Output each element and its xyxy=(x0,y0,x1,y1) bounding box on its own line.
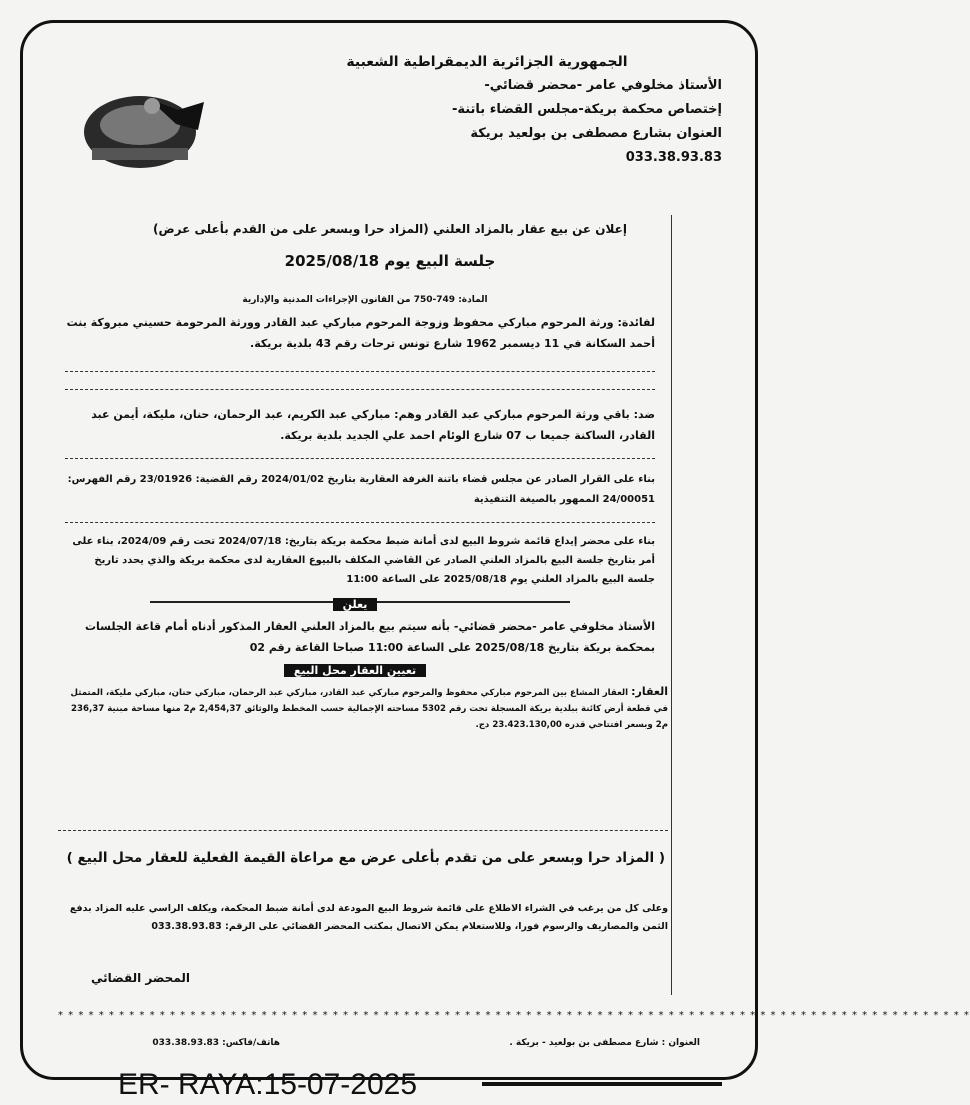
divider-1 xyxy=(65,371,655,372)
footer-address: العنوان : شارع مصطفى بن بولعيد - بريكة . xyxy=(509,1038,700,1048)
legal-articles: المادة: 749-750 من القانون الإجراءات المدنية والإدارية xyxy=(242,295,488,305)
property-lead: العقار: xyxy=(631,685,668,698)
divider-2 xyxy=(65,389,655,390)
star-border: * * * * * * * * * * * * * * * * * * * * * * * * * * * * * * * * * * * * * * * * * * * * * * * * * * * * * * * * * * * * * * * * * * * * * * * * * * * * * * * * * * * * * * * * * * xyxy=(58,1010,970,1021)
signature: المحضر القضائي xyxy=(90,971,190,985)
defendant-block: ضد: باقي ورثة المرحوم مباركي عبد القادر وهم: مباركي عبد الكريم، عبد الرحمان، حنان، مليكة، أيمن عبد القادر، الساكنة جميعا ب 07 شارع الوئام احمد علي الجديد بلدية بريكة. xyxy=(91,408,655,442)
republic-heading: الجمهورية الجزائرية الديمقراطية الشعبية xyxy=(346,54,628,70)
stamp-rule xyxy=(482,1082,722,1086)
notice-title: إعلان عن بيع عقار بالمزاد العلني (المزاد حرا وبسعر على من القدم بأعلى عرض) xyxy=(153,222,627,236)
divider-6 xyxy=(58,830,668,831)
footer-phone: هاتف/فاكس: 033.38.93.83 xyxy=(152,1038,280,1048)
office-phone: 033.38.93.83 xyxy=(625,150,722,165)
officer-name: الأستاذ مخلوفي عامر -محضر قضائي- xyxy=(484,78,722,93)
plaintiff-block: لفائدة: ورثة المرحوم مباركي محفوظ وزوجة المرحوم مباركي عبد القادر وورثة المرحومة حسيني مبروكة بنت أحمد السكانة في 11 ديسمبر 1962 شارع تونس ترحات رقم 43 بلدية بريكة. xyxy=(66,316,655,350)
letterhead xyxy=(252,50,722,170)
divider-4 xyxy=(65,522,655,523)
procedure-block: بناء على محضر إيداع قائمة شروط البيع لدى أمانة ضبط محكمة بريكة بتاريخ: 2024/07/18 تحت رقم 2024/09، بناء على أمر بتاريخ جلسة البيع بالمزاد العلني الصادر عن القاضي المكلف بالبيوع العقارية لدى محكمة بريكة والذي يحدد تاريخ جلسة البيع بالمزاد العلني يوم 2025/08/18 على الساعة 11:00 xyxy=(72,536,655,585)
divider-3 xyxy=(65,458,655,459)
auction-terms: ( المزاد حرا وبسعر على من تقدم بأعلى عرض مع مراعاة القيمة الفعلية للعقار محل البيع ) xyxy=(66,850,665,866)
margin-rule xyxy=(671,215,672,995)
property-heading: تعيين العقار محل البيع xyxy=(55,664,655,677)
court-decision: بناء على القرار الصادر عن مجلس قضاء باتنة الغرفة العقارية بتاريخ 2024/01/02 رقم القضية: 23/01926 رقم الفهرس: 24/00051 الممهور بالصيغة التنفيذية xyxy=(67,474,655,505)
bailiff-logo-icon xyxy=(78,80,218,175)
announce-heading: يعلن xyxy=(55,598,655,611)
purchase-conditions: وعلى كل من يرغب في الشراء الاطلاع على قائمة شروط البيع المودعة لدى أمانة ضبط المحكمة، ويكلف الراسي عليه المزاد بدفع الثمن والمصاريف والرسوم فورا، وللاستعلام يمكن الاتصال بمكتب المحضر القضائي على الرقم: 033.38.93.83 xyxy=(69,903,668,932)
session-date: جلسة البيع يوم 2025/08/18 xyxy=(284,252,496,270)
property-text: العقار المشاع بين المرحوم مباركي محفوظ والمرحوم مباركي عبد القادر، مباركي عبد الرحمان، مباركي حنان، مباركي مليكة، المتمثل في قطعة أرض كائنة ببلدية بريكة المسجلة تحت رقم 5302 مساحته الإجمالية حسب المخطط والوثائق 2,454,37 م2 منها مساحة مبنية 236,37 م2 وبسعر افتتاحي قدره 23.423.130,00 دج. xyxy=(70,688,668,730)
publication-stamp: ER- RAYA:15-07-2025 xyxy=(118,1068,418,1101)
jurisdiction-line: إختصاص محكمة بريكة-مجلس القضاء باتنة- xyxy=(451,102,722,117)
office-address: العنوان بشارع مصطفى بن بولعيد بريكة xyxy=(470,126,722,141)
property-description xyxy=(58,684,668,733)
announcement: الأستاذ مخلوفي عامر -محضر قضائي- بأنه سيتم بيع بالمزاد العلني العقار المذكور أدناه أمام قاعة الجلسات بمحكمة بريكة بتاريخ 2025/08/18 على الساعة 11:00 صباحا القاعة رقم 02 xyxy=(85,620,655,654)
